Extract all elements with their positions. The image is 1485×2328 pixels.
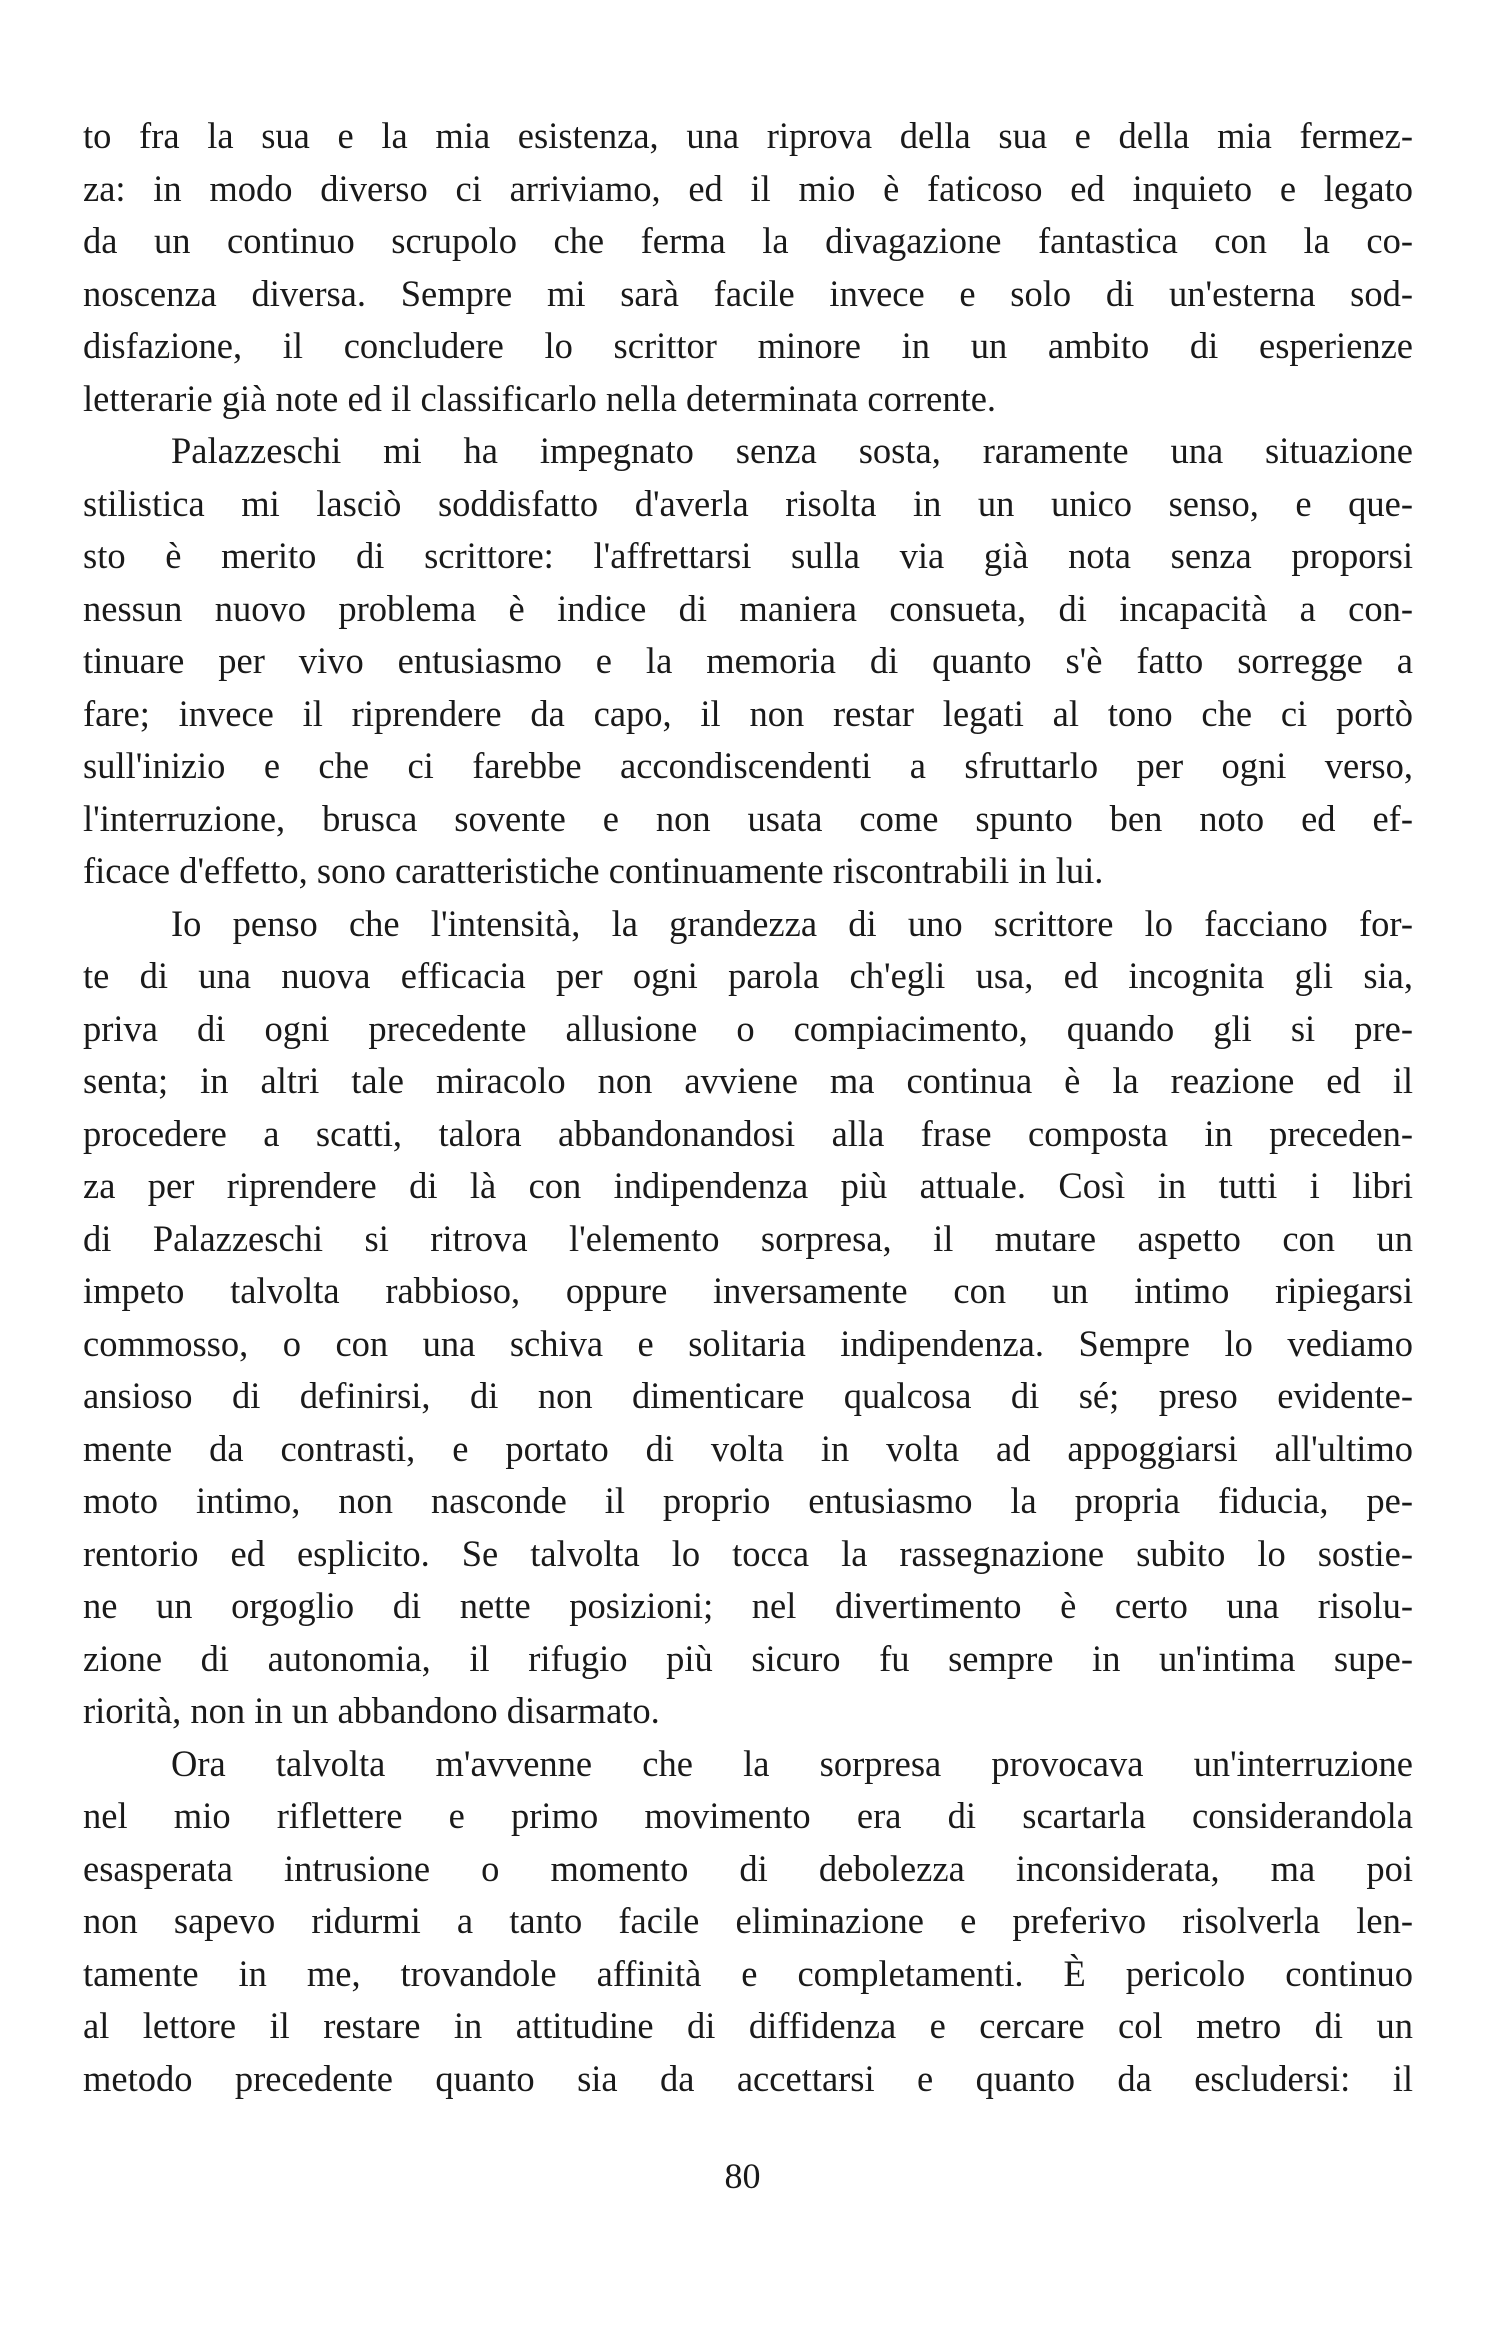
text-line: senta; in altri tale miracolo non avviene ma continua è la reazione ed il <box>83 1060 1413 1101</box>
text-line: commosso, o con una schiva e solitaria indipendenza. Sempre lo vediamo <box>83 1322 1413 1364</box>
text-line: da un continuo scrupolo che ferma la divagazione fantastica con la co- <box>83 220 1413 261</box>
text-line: rentorio ed esplicito. Se talvolta lo tocca la rassegnazione subito lo sostie- <box>83 1532 1413 1574</box>
text-line: metodo precedente quanto sia da accettarsi e quanto da escludersi: il <box>83 2057 1413 2099</box>
text-line: nel mio riflettere e primo movimento era di scartarla considerandola <box>83 1795 1413 1836</box>
text-line: sto è merito di scrittore: l'affrettarsi sulla via già nota senza proporsi <box>83 535 1413 576</box>
page-number: 80 <box>724 2156 761 2196</box>
text-line: to fra la sua e la mia esistenza, una riprova della sua e della mia fermez- <box>83 115 1413 156</box>
text-line: za per riprendere di là con indipendenza più attuale. Così in tutti i libri <box>83 1165 1413 1206</box>
text-line: disfazione, il concludere lo scrittor minore in un ambito di esperienze <box>83 325 1413 366</box>
text-line: priva di ogni precedente allusione o compiacimento, quando gli si pre- <box>83 1007 1413 1049</box>
text-line: Ora talvolta m'avvenne che la sorpresa provocava un'interruzione <box>171 1742 1413 1784</box>
text-line: fare; invece il riprendere da capo, il non restar legati al tono che ci portò <box>83 692 1413 734</box>
text-line: sull'inizio e che ci farebbe accondiscendenti a sfruttarlo per ogni verso, <box>83 745 1413 786</box>
text-line: ne un orgoglio di nette posizioni; nel divertimento è certo una risolu- <box>83 1585 1413 1626</box>
text-line: tinuare per vivo entusiasmo e la memoria di quanto s'è fatto sorregge a <box>83 640 1413 681</box>
text-line: zione di autonomia, il rifugio più sicuro fu sempre in un'intima supe- <box>83 1637 1413 1679</box>
text-line: stilistica mi lasciò soddisfatto d'averla risolta in un unico senso, e que- <box>83 482 1413 524</box>
text-line: al lettore il restare in attitudine di diffidenza e cercare col metro di un <box>83 2005 1413 2046</box>
text-line: za: in modo diverso ci arriviamo, ed il mio è faticoso ed inquieto e legato <box>83 167 1413 209</box>
text-line: Palazzeschi mi ha impegnato senza sosta, raramente una situazione <box>171 430 1413 471</box>
text-line: letterarie già note ed il classificarlo nella determinata corrente. <box>83 377 997 419</box>
body-text <box>83 110 1413 2105</box>
text-line: l'interruzione, brusca sovente e non usata come spunto ben noto ed ef- <box>83 797 1413 839</box>
text-line: esasperata intrusione o momento di debolezza inconsiderata, ma poi <box>83 1847 1413 1889</box>
text-line: impeto talvolta rabbioso, oppure inversamente con un intimo ripiegarsi <box>83 1270 1413 1311</box>
text-line: tamente in me, trovandole affinità e completamenti. È pericolo continuo <box>83 1952 1413 1994</box>
text-line: Io penso che l'intensità, la grandezza di uno scrittore lo facciano for- <box>171 902 1413 944</box>
text-line: riorità, non in un abbandono disarmato. <box>83 1690 660 1731</box>
text-line: te di una nuova efficacia per ogni parola ch'egli usa, ed incognita gli sia, <box>83 955 1413 996</box>
text-line: di Palazzeschi si ritrova l'elemento sorpresa, il mutare aspetto con un <box>83 1217 1413 1259</box>
text-line: non sapevo ridurmi a tanto facile eliminazione e preferivo risolverla len- <box>83 1900 1413 1941</box>
text-line: nessun nuovo problema è indice di maniera consueta, di incapacità a con- <box>83 587 1413 629</box>
text-line: moto intimo, non nasconde il proprio entusiasmo la propria fiducia, pe- <box>83 1480 1413 1521</box>
text-line: ansioso di definirsi, di non dimenticare qualcosa di sé; preso evidente- <box>83 1375 1413 1416</box>
text-line: noscenza diversa. Sempre mi sarà facile invece e solo di un'esterna sod- <box>83 272 1413 314</box>
text-line: ficace d'effetto, sono caratteristiche continuamente riscontrabili in lui. <box>83 850 1104 891</box>
text-line: procedere a scatti, talora abbandonandosi alla frase composta in preceden- <box>83 1112 1413 1154</box>
text-line: mente da contrasti, e portato di volta in volta ad appoggiarsi all'ultimo <box>83 1427 1413 1469</box>
